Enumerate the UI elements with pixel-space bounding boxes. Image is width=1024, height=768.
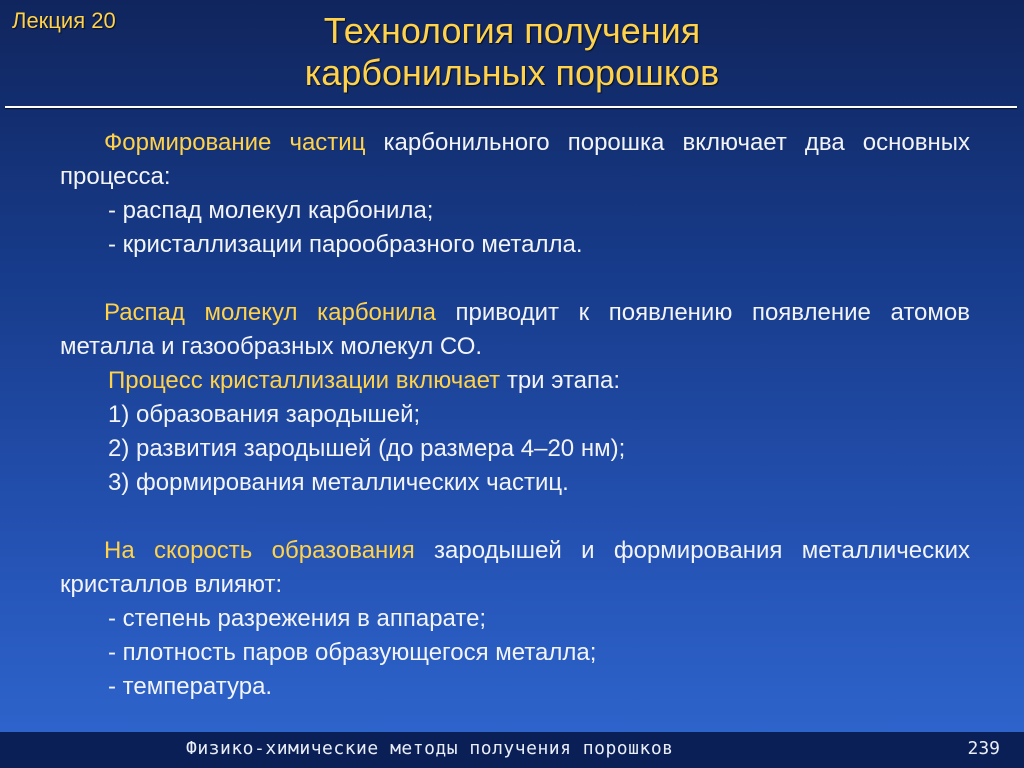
list-item-stage-3: 3) формирования металлических частиц. [108, 469, 569, 496]
list-item-vacuum-degree: - степень разрежения в аппарате; [108, 605, 487, 632]
highlight-crystallization-stages: Процесс кристаллизации включает [108, 367, 501, 394]
slide-title-line-2: карбонильных порошков [304, 52, 720, 93]
spacer [60, 262, 970, 296]
page-number: 239 [967, 738, 1000, 759]
list-item-stage-1: 1) образования зародышей; [108, 401, 421, 428]
slide-title [0, 10, 1024, 94]
paragraph-influencing-factors [60, 534, 970, 602]
highlight-carbonyl-decomposition: Распад молекул карбонила [104, 299, 436, 326]
paragraph-crystallization-stages [60, 364, 970, 398]
list-item-carbonyl-decomposition: - распад молекул карбонила; [108, 197, 434, 224]
slide-content [60, 126, 970, 704]
list-item-temperature: - температура. [108, 673, 273, 700]
list-item-vapor-crystallization: - кристаллизации парообразного металла. [108, 231, 583, 258]
paragraph-carbonyl-decomposition [60, 296, 970, 364]
highlight-particle-formation: Формирование частиц [104, 129, 366, 156]
text-crystallization-stages: три этапа: [500, 367, 621, 394]
footer-course-title: Физико-химические методы получения порошков [186, 738, 674, 759]
spacer [60, 500, 970, 534]
list-item-vapor-density: - плотность паров образующегося металла; [108, 639, 597, 666]
text-particle-formation: карбонильного порошка включает два основных процесса: [60, 129, 970, 190]
paragraph-particle-formation [60, 126, 970, 194]
title-divider [5, 106, 1017, 108]
highlight-influencing-factors: На скорость образования [104, 537, 415, 564]
list-item-stage-2: 2) развития зародышей (до размера 4–20 нм); [108, 435, 626, 462]
footer-bar [0, 732, 1024, 768]
text-carbonyl-decomposition: приводит к появлению появление атомов металла и газообразных молекул СО. [60, 299, 970, 360]
lecture-label: Лекция 20 [12, 8, 116, 33]
slide-title-line-1: Технология получения [323, 10, 701, 51]
text-influencing-factors: зародышей и формирования металлических кристаллов влияют: [60, 537, 970, 598]
